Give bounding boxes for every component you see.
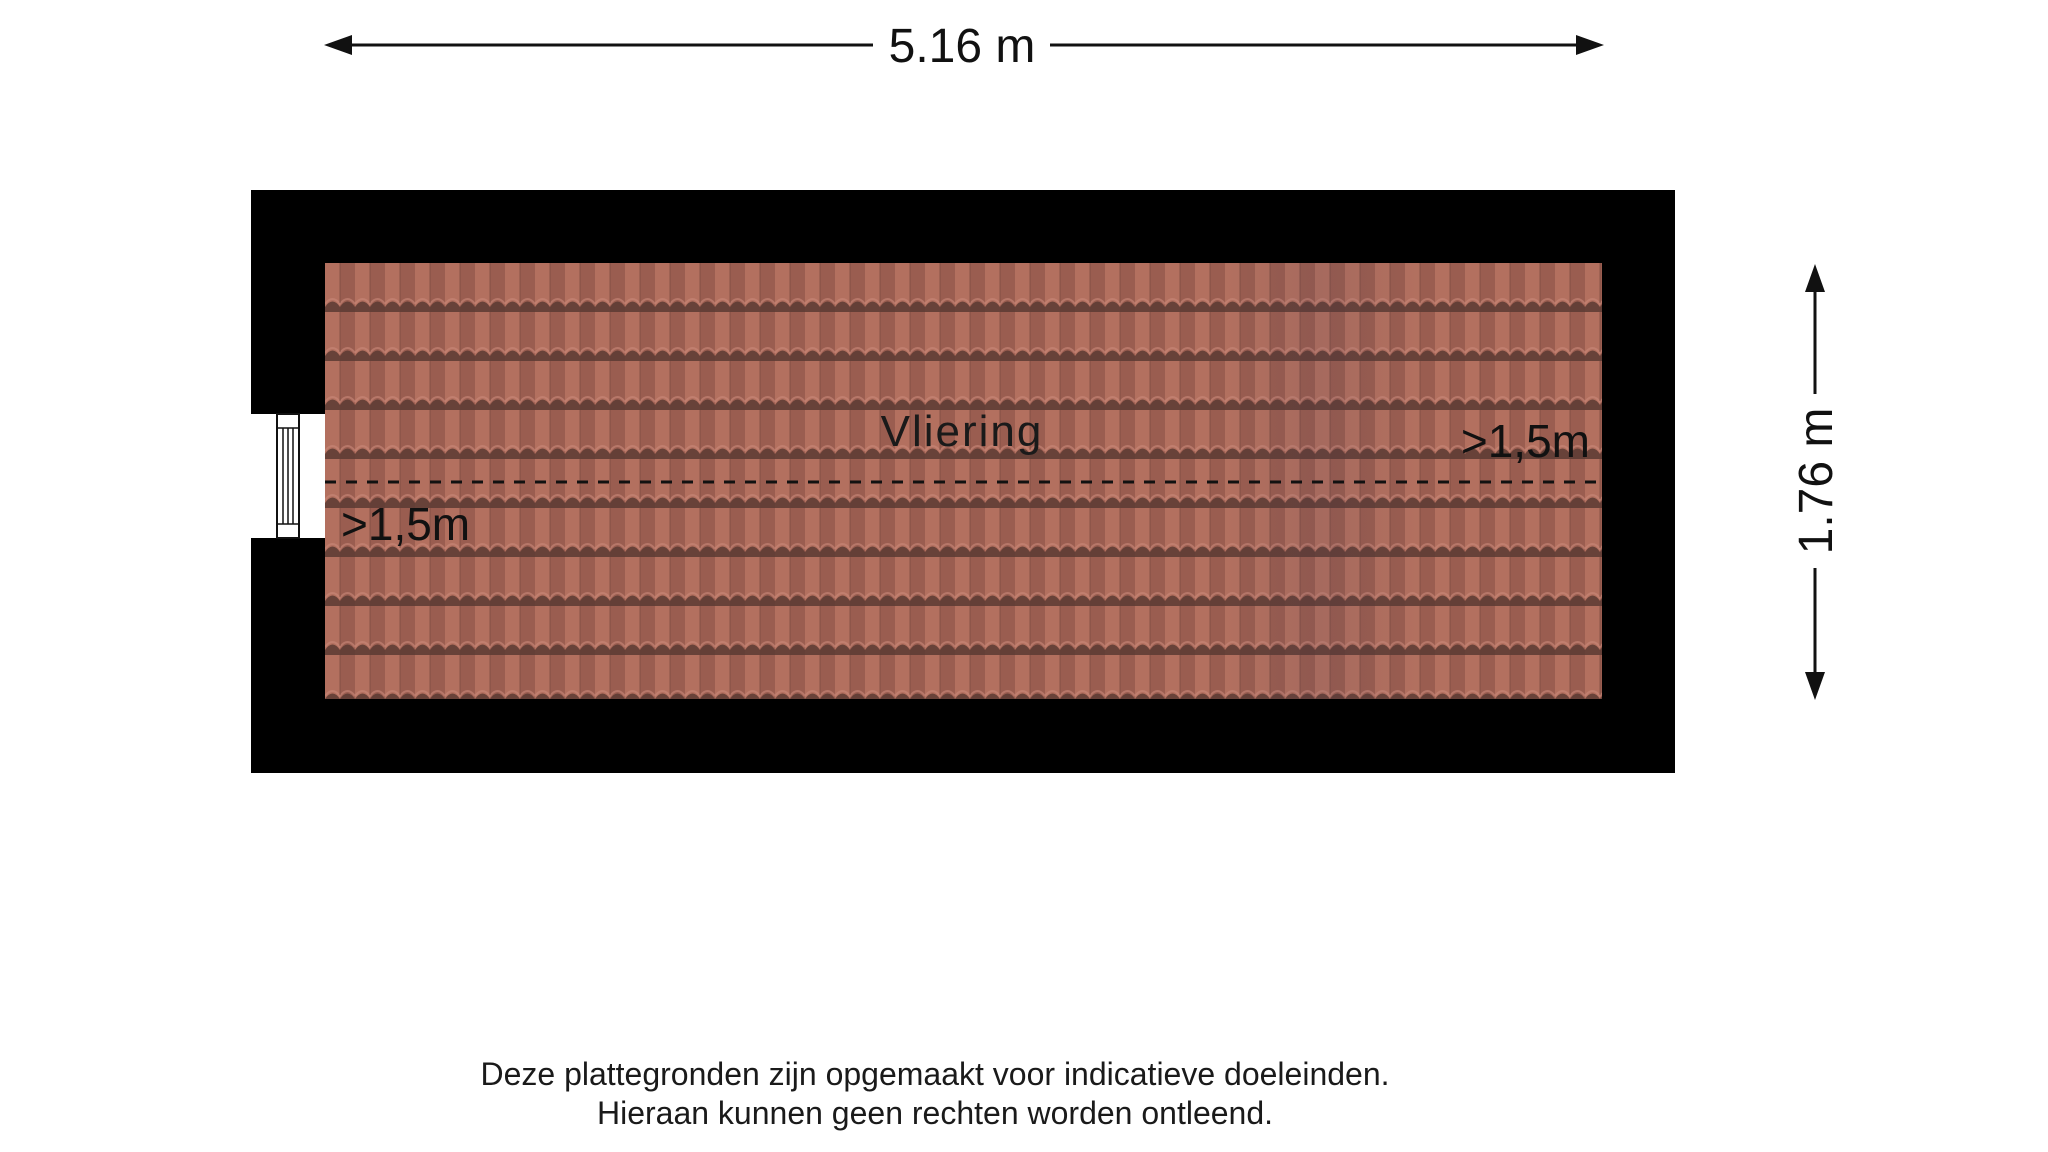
disclaimer-line-1: Deze plattegronden zijn opgemaakt voor indicatieve doeleinden. bbox=[480, 1056, 1390, 1092]
arrow-left-icon bbox=[324, 35, 352, 55]
depth-dimension bbox=[1790, 264, 1843, 700]
arrow-up-icon bbox=[1805, 264, 1825, 292]
disclaimer-line-2: Hieraan kunnen geen rechten worden ontleend. bbox=[596, 1095, 1274, 1131]
height-label-left: >1,5m bbox=[341, 498, 471, 550]
disclaimer bbox=[0, 1055, 1870, 1133]
arrow-down-icon bbox=[1805, 672, 1825, 700]
window bbox=[251, 414, 325, 538]
width-dimension bbox=[324, 20, 1604, 73]
width-dimension-label: 5.16 m bbox=[888, 20, 1036, 73]
height-label-right: >1,5m bbox=[1460, 415, 1590, 467]
room-name: Vliering bbox=[880, 407, 1044, 456]
arrow-right-icon bbox=[1576, 35, 1604, 55]
depth-dimension-label: 1.76 m bbox=[1790, 407, 1843, 555]
